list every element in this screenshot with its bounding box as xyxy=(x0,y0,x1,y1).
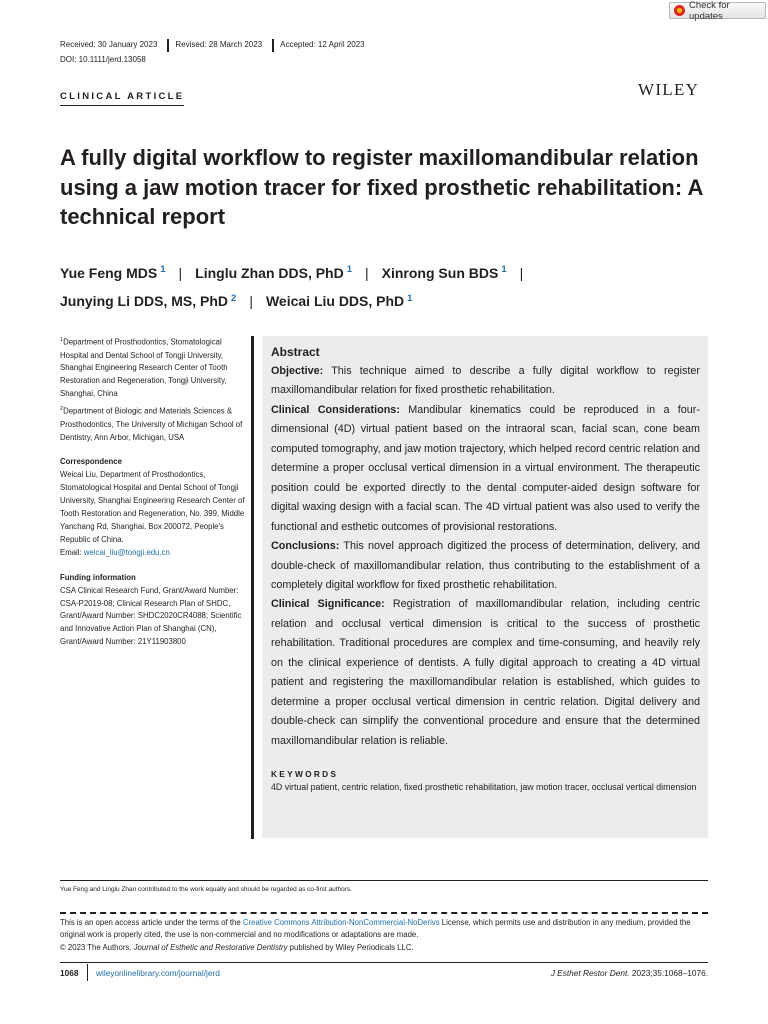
funding-header: Funding information xyxy=(60,572,136,582)
abstract-objective: Objective: This technique aimed to describe a fully digital workflow to register maxillomandibular relation for fixed prosthetic rehabilitation. xyxy=(271,365,700,397)
affiliation-marker: 2 xyxy=(231,292,237,304)
article-dates xyxy=(60,39,365,52)
affiliation-1: $^1$Department of Prosthodontics, Stomatological Hospital and Dental School of Tongji University, Shanghai Engineering Research Center of Tooth Restoration and Regeneration, Tongji University, Shanghai, China xyxy=(60,337,228,399)
abstract-box xyxy=(262,336,708,838)
date-divider xyxy=(272,39,274,52)
journal-url-link[interactable]: wileyonlinelibrary.com/journal/jerd xyxy=(96,968,220,978)
citation: J Esthet Restor Dent. 2023;35:1068–1076. xyxy=(550,968,708,978)
check-for-updates-label: Check for updates xyxy=(689,0,730,22)
abstract-clinical-significance: Clinical Significance: Registration of maxillomandibular relation, including centric relation and occlusal vertical dimension is critical to the success of prosthetic rehabilitation. Traditional procedures are complex and time-consuming, and heavily rely on the clinical experience of dentists. A fully digital approach to creating a 4D virtual patient and registering the maxillomandibular relation is established, which guides to determine a proper occlusal vertical dimension in centric relation. Digital delivery and double-check can simplify the conventional procedure and ensure that the determined maxillomandibular relation is reliable. xyxy=(271,598,700,747)
affiliation-marker: 1 xyxy=(346,264,353,275)
footer-rule xyxy=(60,962,708,963)
affiliation-marker: 1 xyxy=(407,292,413,304)
author-divider: | xyxy=(365,264,369,281)
footer-divider xyxy=(87,964,88,981)
check-for-updates-button[interactable] xyxy=(669,0,766,22)
date-divider xyxy=(167,39,169,52)
revised-date: Revised: 28 March 2023 xyxy=(175,40,263,49)
keywords-heading: KEYWORDS xyxy=(271,769,339,780)
doi: DOI: 10.1111/jerd.13058 xyxy=(60,55,146,64)
column-divider xyxy=(251,336,254,839)
author-divider: | xyxy=(249,293,253,310)
footnote-rule xyxy=(60,880,708,881)
author-divider: | xyxy=(519,264,524,281)
correspondence: Weicai Liu, Department of Prosthodontics, Stomatological Hospital and Dental School of Tongji University, Shanghai Engineering Research Center of Tooth Restoration and Regeneration, No. 399, Middle Yanchang Rd, Shanghai, Box 200072, People's Republic of China. Email: weicai_liu@tongji.edu.cn xyxy=(60,470,245,557)
keywords: 4D virtual patient, centric relation, fixed prosthetic rehabilitation, jaw motion tracer, occlusal vertical dimension xyxy=(271,782,697,793)
affiliations-column xyxy=(60,334,245,651)
paper-title: A fully digital workflow to register maxillomandibular relation using a jaw motion tracer for fixed prosthetic rehabilitation: A technical report xyxy=(60,145,703,229)
author[interactable]: Junying Li DDS, MS, PhD $^2$ xyxy=(60,292,237,310)
author[interactable]: Yue Feng MDS $^1$ xyxy=(60,264,166,281)
license-rule xyxy=(60,912,708,914)
license-link[interactable]: Creative Commons Attribution-NonCommercial-NoDerivs xyxy=(242,918,440,927)
publisher-logo: WILEY xyxy=(638,80,700,99)
author[interactable]: Weicai Liu DDS, PhD $^1$ xyxy=(265,292,413,310)
license-text: This is an open access article under the terms of the Creative Commons Attribution-NonCommercial-NoDerivs License, which permits use and distribution in any medium, provided the original work is properly cited, the use is non-commercial and no modifications or adaptations are made. © 2023 The Authors. Journal of Esthetic and Restorative Dentistry published by Wiley Periodicals LLC. xyxy=(60,918,691,952)
email-link[interactable]: weicai_liu@tongji.edu.cn xyxy=(83,547,170,557)
accepted-date: Accepted: 12 April 2023 xyxy=(280,40,365,49)
co-first-author-note: Yue Feng and Linglu Zhan contributed to the work equally and should be regarded as co-first authors. xyxy=(60,886,352,893)
affiliation-2: $^2$Department of Biologic and Materials Sciences & Prosthodontics, The University of Michigan School of Dentistry, Ann Arbor, Michigan, USA xyxy=(60,406,243,442)
crossmark-icon xyxy=(674,5,685,16)
article-type: CLINICAL ARTICLE xyxy=(60,91,184,106)
affiliation-marker: 1 xyxy=(160,264,166,275)
received-date: Received: 30 January 2023 xyxy=(60,40,158,49)
abstract-clinical-considerations: Clinical Considerations: Mandibular kinematics could be reproduced in a four-dimensional (4D) virtual patient based on the intraoral scan, facial scan, cone beam computed tomography, and jaw motion trajectory, which helped record centric relation and determine a proper occlusal vertical dimension in a virtual environment. The therapeutic position could be exported directly to the dental computer-aided design software for digital waxing design with a facial scan. The 4D virtual patient was also used to verify the functional and esthetic outcomes of provisional restorations. xyxy=(271,403,700,533)
author-divider: | xyxy=(178,264,183,281)
page-number: 1068 xyxy=(60,968,79,978)
author[interactable]: Linglu Zhan DDS, PhD $^1$ xyxy=(195,264,353,281)
abstract-heading: Abstract xyxy=(271,345,320,359)
author[interactable]: Xinrong Sun BDS $^1$ xyxy=(381,264,507,281)
abstract-conclusions: Conclusions: This novel approach digitized the process of determination, delivery, and double-check of maxillomandibular relation, thus contributing to the establishment of a completely digital workflow for fixed prosthetic rehabilitation. xyxy=(271,540,700,591)
affiliation-marker: 1 xyxy=(501,264,507,275)
funding-info: CSA Clinical Research Fund, Grant/Award Number: CSA-P2019-08; Clinical Research Plan of SHDC, Grant/Award Number: SHDC2020CR4088; Scientific and Innovative Action Plan of Shanghai (CN), Grant/Award Number: 21Y11903800 xyxy=(60,585,242,647)
correspondence-header: Correspondence xyxy=(60,457,122,467)
author-list xyxy=(60,257,720,314)
